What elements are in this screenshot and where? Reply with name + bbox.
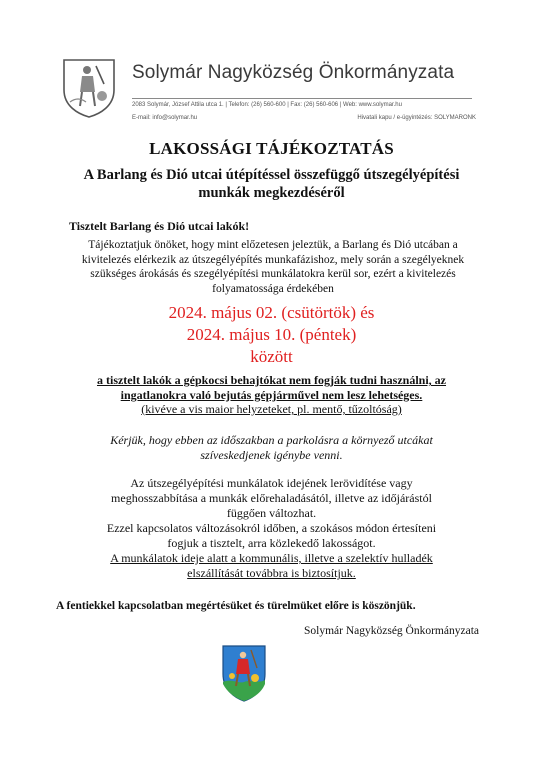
- email-row: [132, 115, 476, 121]
- org-name: Solymár Nagyközség Önkormányzata: [132, 62, 455, 83]
- notice-paragraph: [55, 373, 488, 417]
- contact-line: 2083 Solymár, József Attila utca 1. | Telefon: (26) 560-600 | Fax: (26) 560-606 | Web: www.solymar.hu: [132, 102, 402, 108]
- coat-of-arms-icon: [60, 56, 118, 118]
- document-subtitle: [70, 166, 473, 202]
- date-end: 2024. május 10. (péntek): [186, 325, 357, 344]
- thanks-line: A fentiekkel kapcsolatban megértésüket és türelmüket előre is köszönjük.: [56, 600, 416, 612]
- waste-collection-text: A munkálatok ideje alatt a kommunális, illetve a szelektív hulladék elszállítását továbbra is biztosítjuk.: [110, 551, 433, 580]
- date-start: 2024. május 02. (csütörtök) és: [168, 303, 375, 322]
- greeting: Tisztelt Barlang és Dió utcai lakók!: [69, 219, 250, 233]
- ugykapu-text: Hivatali kapu / e-ügyintézés: SOLYMARONK: [357, 115, 476, 121]
- document-title: LAKOSSÁGI TÁJÉKOZTATÁS: [149, 139, 394, 158]
- email-text: E-mail: info@solymar.hu: [132, 115, 198, 121]
- timing-text: Az útszegélyépítési munkálatok idejének lerövidítése vagy meghosszabbítása a munkák előrehaladásától, illetve az időjárástól függően változhat. Ezzel kapcsolatos változásokról időben, a szokásos módon értesíteni fogjuk a tisztelt, arra közlekedő lakosságot.: [106, 476, 437, 550]
- date-range: [0, 302, 543, 368]
- letterhead: [58, 56, 488, 126]
- date-between: között: [250, 347, 293, 366]
- coat-of-arms-icon: [221, 644, 267, 702]
- header-divider: [132, 98, 472, 99]
- notice-exception: (kivéve a vis maior helyzeteket, pl. mentő, tűzoltóság): [141, 402, 402, 416]
- subtitle-line-2: munkák megkezdéséről: [198, 185, 345, 201]
- notice-bold: a tisztelt lakók a gépkocsi behajtókat nem fogják tudni használni, az ingatlanokra való bejutás gépjárművel nem lesz lehetséges.: [96, 373, 447, 402]
- timing-paragraph: [58, 476, 485, 581]
- subtitle-line-1: A Barlang és Dió utcai útépítéssel összefüggő útszegélyépítési: [83, 167, 460, 183]
- signature: Solymár Nagyközség Önkormányzata: [303, 625, 479, 637]
- intro-paragraph: Tájékoztatjuk önöket, hogy mint előzetesen jeleztük, a Barlang és Dió utcában a kivitelezés elérkezik az útszegélyépítés munkafázishoz, mely során a szegélyeknek szükséges árokásás és szegélyépítési munkálatokra kerül sor, ezért a kivitelezés folyamatossága érdekében: [81, 239, 465, 295]
- parking-request: Kérjük, hogy ebben az időszakban a parkolásra a környező utcákat szíveskedjenek igénybe venni.: [110, 433, 433, 462]
